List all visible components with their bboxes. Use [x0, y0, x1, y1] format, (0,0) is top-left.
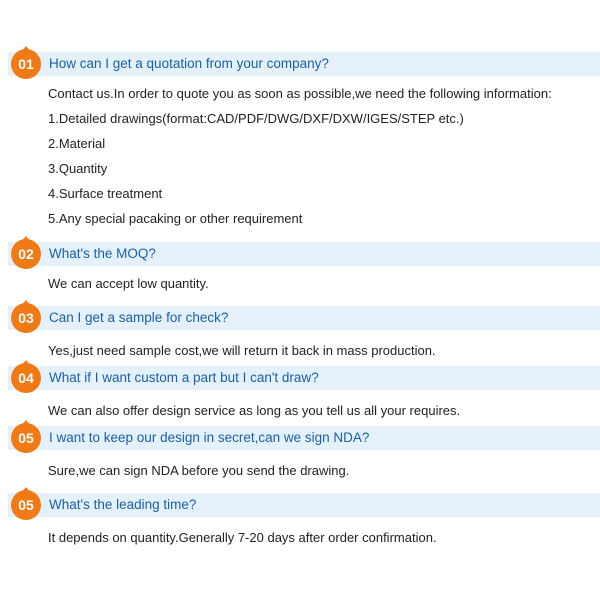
answer-line: 3.Quantity: [48, 161, 108, 176]
answer-line: Yes,just need sample cost,we will return it back in mass production.: [48, 343, 436, 358]
answer-line: 4.Surface treatment: [48, 186, 163, 201]
answer-line: 5.Any special pacaking or other requirement: [48, 211, 303, 226]
answer-line: 1.Detailed drawings(format:CAD/PDF/DWG/DXF/DXW/IGES/STEP etc.): [48, 111, 464, 126]
answer-line: We can accept low quantity.: [48, 276, 209, 291]
number-badge: [8, 300, 44, 336]
number-badge: [8, 420, 44, 456]
question-text: How can I get a quotation from your company?: [49, 56, 329, 71]
number-badge: [8, 236, 44, 272]
answer-line: Sure,we can sign NDA before you send the drawing.: [48, 463, 350, 478]
question-text: Can I get a sample for check?: [49, 310, 229, 325]
number-badge: [8, 487, 44, 523]
question-text: What's the MOQ?: [49, 246, 156, 261]
badge-number: 04: [18, 370, 34, 386]
question-text: What if I want custom a part but I can't draw?: [49, 370, 319, 385]
badge-number: 05: [18, 497, 34, 513]
question-text: What's the leading time?: [49, 497, 197, 512]
number-badge: [8, 46, 44, 82]
answer-line: 2.Material: [48, 136, 106, 151]
badge-number: 05: [18, 430, 34, 446]
badge-number: 02: [18, 246, 34, 262]
answer-line: Contact us.In order to quote you as soon as possible,we need the following information:: [48, 86, 552, 101]
badge-number: 03: [18, 310, 34, 326]
question-text: I want to keep our design in secret,can we sign NDA?: [49, 430, 370, 445]
badge-number: 01: [18, 56, 34, 72]
answer-line: We can also offer design service as long as you tell us all your requires.: [48, 403, 461, 418]
answer-line: It depends on quantity.Generally 7-20 days after order confirmation.: [48, 530, 437, 545]
number-badge: [8, 360, 44, 396]
